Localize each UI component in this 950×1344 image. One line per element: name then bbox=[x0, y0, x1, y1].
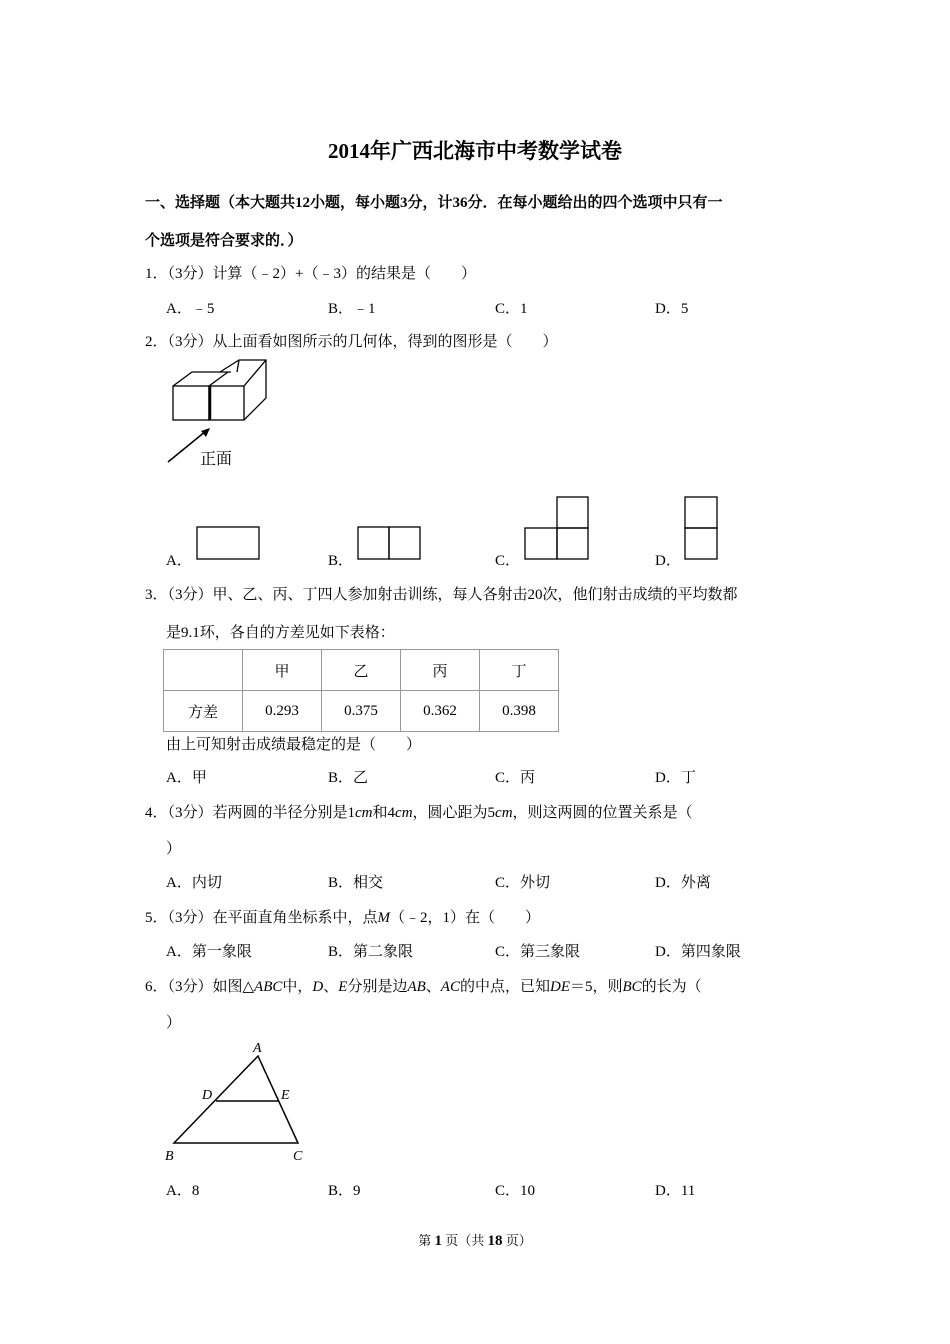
q5-option-d: D．第四象限 bbox=[655, 944, 741, 960]
page-number: 1 bbox=[434, 1233, 442, 1249]
question-6-stem-line2: ） bbox=[166, 1015, 182, 1031]
q2-option-d: D． bbox=[655, 553, 681, 569]
table-header-cell: 甲 bbox=[243, 650, 322, 691]
q5-option-a: A．第一象限 bbox=[166, 944, 252, 960]
question-3-stem-line3: 由上可知射击成绩最稳定的是（ ） bbox=[166, 737, 422, 753]
table-cell: 方差 bbox=[164, 691, 243, 732]
vertex-label-c: C bbox=[293, 1149, 303, 1164]
q3-option-c: C．丙 bbox=[495, 770, 536, 786]
question-4-stem: 4．（3分）若两圆的半径分别是1cm和4cm，圆心距为5cm，则这两圆的位置关系是（ bbox=[145, 805, 693, 821]
q6-option-b: B．9 bbox=[328, 1183, 361, 1199]
table-cell: 0.398 bbox=[480, 691, 559, 732]
q1-option-a: A．﹣5 bbox=[166, 301, 215, 317]
table-row bbox=[164, 691, 559, 732]
q4-option-a: A．内切 bbox=[166, 875, 222, 891]
q2-option-a: A． bbox=[166, 553, 192, 569]
table-header-row bbox=[164, 650, 559, 691]
q2-option-b-figure bbox=[357, 526, 421, 560]
page-title: 2014年广西北海市中考数学试卷 bbox=[328, 139, 622, 163]
q2-option-c: C． bbox=[495, 553, 521, 569]
q3-option-a: A．甲 bbox=[166, 770, 207, 786]
triangle-abc-figure bbox=[160, 1036, 320, 1166]
q5-option-b: B．第二象限 bbox=[328, 944, 414, 960]
question-3-stem-line1: 3．（3分）甲、乙、丙、丁四人参加射击训练，每人各射击20次，他们射击成绩的平均数都 bbox=[145, 587, 738, 603]
total-pages: 18 bbox=[487, 1233, 503, 1249]
q3-option-d: D．丁 bbox=[655, 770, 696, 786]
vertex-label-e: E bbox=[281, 1088, 290, 1103]
vertex-label-a: A bbox=[253, 1041, 262, 1056]
question-1-stem: 1．（3分）计算（﹣2）+（﹣3）的结果是（ ） bbox=[145, 266, 476, 282]
q4-option-c: C．外切 bbox=[495, 875, 551, 891]
table-header-cell bbox=[164, 650, 243, 691]
table-cell: 0.362 bbox=[401, 691, 480, 732]
q2-option-a-figure bbox=[196, 526, 260, 560]
q2-option-c-figure bbox=[524, 496, 590, 560]
q6-option-d: D．11 bbox=[655, 1183, 696, 1199]
table-header-cell: 丁 bbox=[480, 650, 559, 691]
vertex-label-d: D bbox=[202, 1088, 213, 1103]
variance-table bbox=[163, 649, 559, 732]
question-2-stem: 2．（3分）从上面看如图所示的几何体，得到的图形是（ ） bbox=[145, 334, 558, 350]
front-view-label: 正面 bbox=[200, 451, 233, 468]
q4-option-d: D．外离 bbox=[655, 875, 711, 891]
q5-option-c: C．第三象限 bbox=[495, 944, 581, 960]
q3-option-b: B．乙 bbox=[328, 770, 369, 786]
section-heading-line1: 一、选择题（本大题共12小题，每小题3分，计36分．在每小题给出的四个选项中只有一 bbox=[145, 195, 723, 211]
page-footer: 第 1 页（共 18 页） bbox=[418, 1233, 532, 1249]
section-heading-line2: 个选项是符合要求的．） bbox=[145, 233, 303, 249]
q1-option-d: D．5 bbox=[655, 301, 689, 317]
table-header-cell: 乙 bbox=[322, 650, 401, 691]
q1-option-c: C．1 bbox=[495, 301, 528, 317]
question-6-stem: 6．（3分）如图△ABC中，D、E分别是边AB、AC的中点，已知DE＝5，则BC的长为（ bbox=[145, 979, 702, 995]
q6-option-c: C．10 bbox=[495, 1183, 536, 1199]
table-cell: 0.375 bbox=[322, 691, 401, 732]
question-3-stem-line2: 是9.1环，各自的方差见如下表格： bbox=[166, 625, 395, 641]
q2-option-d-figure bbox=[684, 496, 718, 560]
q2-option-b: B． bbox=[328, 553, 354, 569]
question-4-stem-line2: ） bbox=[166, 841, 182, 857]
q1-option-b: B．﹣1 bbox=[328, 301, 376, 317]
q4-option-b: B．相交 bbox=[328, 875, 384, 891]
table-cell: 0.293 bbox=[243, 691, 322, 732]
vertex-label-b: B bbox=[165, 1149, 174, 1164]
question-5-stem: 5．（3分）在平面直角坐标系中，点M（﹣2，1）在（ ） bbox=[145, 910, 541, 926]
q6-option-a: A．8 bbox=[166, 1183, 200, 1199]
table-header-cell: 丙 bbox=[401, 650, 480, 691]
